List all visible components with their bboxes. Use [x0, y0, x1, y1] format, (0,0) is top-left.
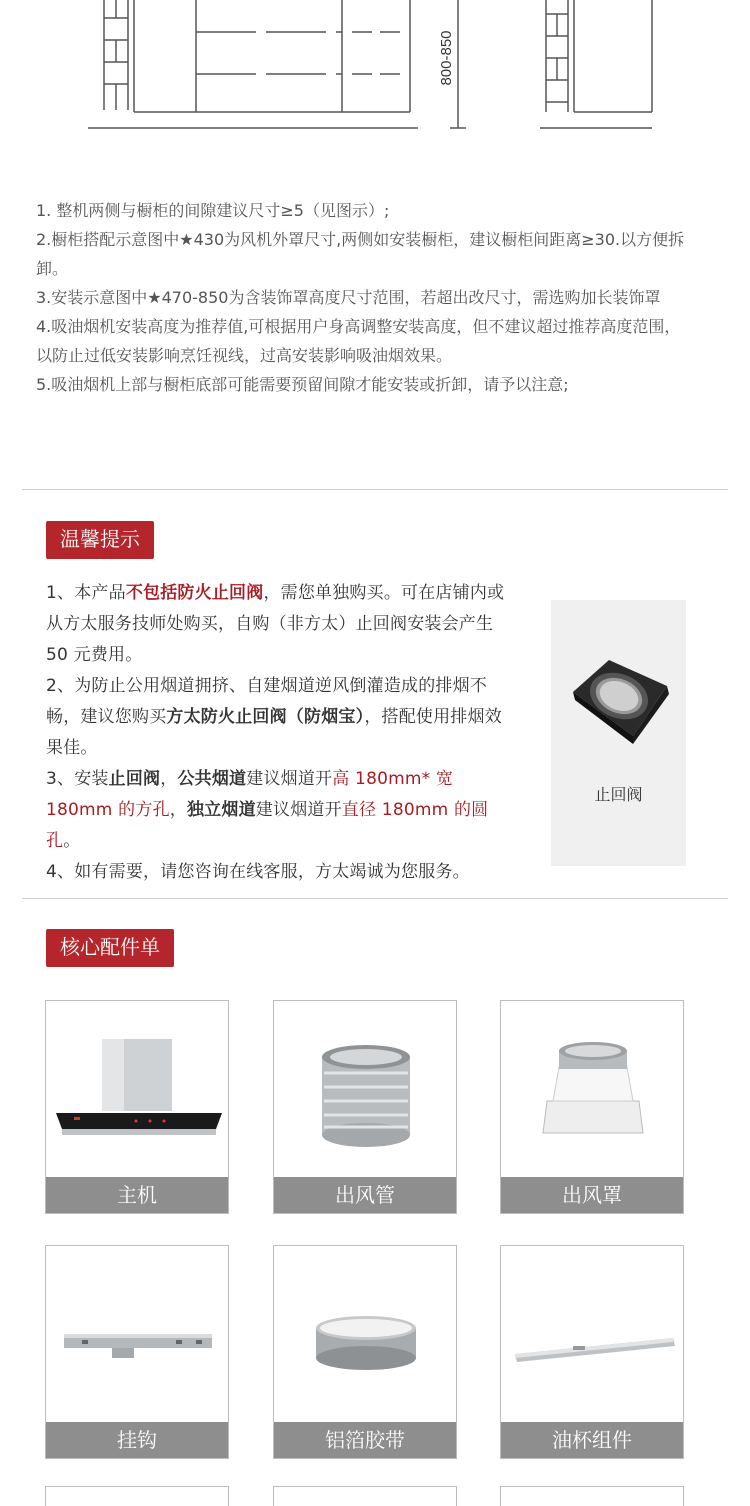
accessory-card-hook — [45, 1245, 229, 1459]
accessory-card-main-unit — [45, 1000, 229, 1214]
note-2: 2.橱柜搭配示意图中★430为风机外罩尺寸,两侧如安装橱柜，建议橱柜间距离≥30.以方便拆卸。 — [36, 230, 685, 278]
accessory-card-peek — [500, 1486, 684, 1506]
accessory-label: 出风罩 — [501, 1177, 683, 1213]
aluminum-tape-icon — [274, 1246, 457, 1424]
tip-4: 4、如有需要，请您咨询在线客服，方太竭诚为您服务。 — [46, 862, 470, 882]
oil-cup-icon — [501, 1246, 684, 1424]
accessories-title: 核心配件单 — [46, 929, 174, 967]
check-valve-image — [551, 600, 686, 866]
tip-1: 1、本产品不包括防火止回阀，需您单独购买。可在店铺内或从方太服务技师处购买，自购（非方太）止回阀安装会产生 50 元费用。 — [46, 583, 505, 665]
note-1: 1. 整机两侧与橱柜的间隙建议尺寸≥5（见图示）; — [36, 201, 390, 220]
tip-2: 2、为防止公用烟道拥挤、自建烟道逆风倒灌造成的排烟不畅，建议您购买方太防火止回阀（防烟宝），搭配使用排烟效果佳。 — [46, 676, 502, 758]
divider — [22, 489, 728, 490]
accessory-label: 油杯组件 — [501, 1422, 683, 1458]
tip-3: 3、安装止回阀，公共烟道建议烟道开高 180mm* 宽 180mm 的方孔，独立烟道建议烟道开直径 180mm 的圆孔。 — [46, 769, 489, 851]
mounting-hook-icon — [46, 1246, 229, 1424]
accessory-card-tape — [273, 1245, 457, 1459]
accessory-card-peek — [273, 1486, 457, 1506]
accessory-card-oil-cup — [500, 1245, 684, 1459]
installation-notes — [36, 196, 696, 399]
accessory-label: 铝箔胶带 — [274, 1422, 456, 1458]
accessory-label: 出风管 — [274, 1177, 456, 1213]
check-valve-icon — [551, 600, 686, 780]
range-hood-icon — [46, 1001, 229, 1179]
check-valve-caption: 止回阀 — [594, 785, 643, 804]
accessory-card-duct — [273, 1000, 457, 1214]
note-3: 3.安装示意图中★470-850为含装饰罩高度尺寸范围，若超出改尺寸，需选购加长装饰罩 — [36, 288, 661, 307]
duct-pipe-icon — [274, 1001, 457, 1179]
divider — [22, 898, 728, 899]
dimension-label: 800-850 — [438, 30, 455, 86]
accessory-label: 主机 — [46, 1177, 228, 1213]
outlet-hood-icon — [501, 1001, 684, 1179]
tips-list — [46, 578, 516, 888]
note-5: 5.吸油烟机上部与橱柜底部可能需要预留间隙才能安装或折卸，请予以注意; — [36, 375, 569, 394]
installation-diagram — [0, 0, 750, 140]
note-4: 4.吸油烟机安装高度为推荐值,可根据用户身高调整安装高度，但不建议超过推荐高度范围，以防止过低安装影响烹饪视线，过高安装影响吸油烟效果。 — [36, 317, 681, 365]
accessory-card-outlet-hood — [500, 1000, 684, 1214]
accessory-card-peek — [45, 1486, 229, 1506]
tips-title: 温馨提示 — [46, 521, 154, 559]
accessory-label: 挂钩 — [46, 1422, 228, 1458]
